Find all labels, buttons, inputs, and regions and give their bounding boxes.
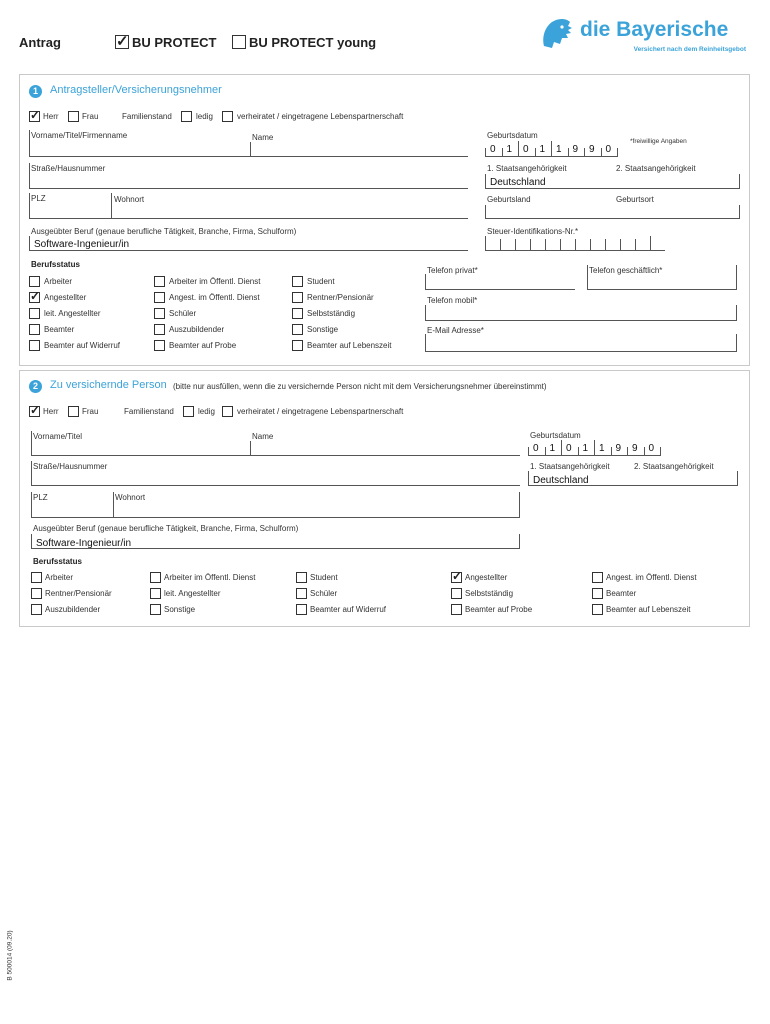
s1-status-checkbox[interactable]: [154, 308, 165, 319]
s2-status-label: Rentner/Pensionär: [45, 589, 112, 598]
s1-date-divider: [601, 148, 602, 157]
s1-geburtsland-field[interactable]: [485, 205, 614, 219]
s1-status-label: Auszubildender: [169, 325, 225, 334]
brand-name: die Bayerische: [580, 18, 729, 41]
s1-status-label: Schüler: [169, 309, 197, 318]
s2-frau-label: Frau: [82, 407, 99, 416]
s1-steuer-divider: [515, 239, 516, 251]
s2-berufsstatus-label: Berufsstatus: [33, 557, 82, 566]
s2-date-digit: 9: [615, 443, 622, 454]
antrag-title: Antrag: [19, 35, 61, 50]
s1-date-digit: 1: [506, 144, 513, 155]
s1-date-digit: 0: [523, 144, 529, 155]
bu-protect-young-checkbox[interactable]: [232, 35, 246, 49]
s1-vorname-label: Vorname/Titel/Firmenname: [31, 131, 128, 140]
section-2-subtitle: (bitte nur ausfüllen, wenn die zu versichernde Person nicht mit dem Versicherungsnehmer übereinstimmt): [173, 382, 547, 391]
s2-staats1-value: Deutschland: [533, 475, 589, 486]
s1-steuer-label: Steuer-Identifikations-Nr.*: [487, 227, 579, 236]
s2-date-divider: [561, 440, 562, 456]
s1-frau-checkbox[interactable]: [68, 111, 79, 122]
s1-familienstand-label: Familienstand: [122, 112, 172, 121]
s2-strasse-field[interactable]: [31, 461, 520, 486]
s2-status-label: Angest. im Öffentl. Dienst: [606, 573, 697, 582]
s2-ledig-checkbox[interactable]: [183, 406, 194, 417]
brand-tagline: Versichert nach dem Reinheitsgebot: [633, 46, 746, 53]
s2-staats1-label: 1. Staatsangehörigkeit: [530, 462, 610, 471]
s2-beruf-label: Ausgeübter Beruf (genaue berufliche Tätigkeit, Branche, Firma, Schulform): [33, 524, 299, 533]
s1-status-label: Angestellter: [44, 293, 87, 302]
s2-wohnort-label: Wohnort: [115, 493, 146, 502]
s1-date-divider: [568, 148, 569, 157]
s2-status-checkbox[interactable]: [451, 604, 462, 615]
s1-staats1-label: 1. Staatsangehörigkeit: [487, 164, 567, 173]
s2-date-digit: 1: [599, 443, 605, 454]
s1-herr-label: Herr: [43, 112, 59, 121]
s2-status-checkbox[interactable]: [296, 588, 307, 599]
s1-berufsstatus-label: Berufsstatus: [31, 260, 80, 269]
s1-status-checkbox[interactable]: [29, 276, 40, 287]
s1-staats1-value: Deutschland: [490, 177, 546, 188]
s1-status-checkbox[interactable]: [292, 340, 303, 351]
s1-telefon-privat-label: Telefon privat*: [427, 266, 478, 275]
s1-telefon-privat-field[interactable]: [425, 274, 575, 290]
s1-steuer-divider: [500, 239, 501, 251]
s2-plz-label: PLZ: [33, 493, 48, 502]
s2-verheiratet-label: verheiratet / eingetragene Lebenspartnerschaft: [237, 407, 404, 416]
s2-plz-field[interactable]: [31, 492, 113, 518]
brand-logo: [540, 16, 748, 58]
s2-status-label: leit. Angestellter: [164, 589, 221, 598]
s2-verheiratet-checkbox[interactable]: [222, 406, 233, 417]
s2-date-digit: 0: [566, 443, 572, 454]
s2-date-divider: [594, 440, 595, 456]
s2-date-divider: [627, 447, 628, 456]
s1-steuer-divider: [650, 236, 651, 251]
s2-geburtsdatum-label: Geburtsdatum: [530, 431, 581, 440]
s1-verheiratet-label: verheiratet / eingetragene Lebenspartnerschaft: [237, 112, 404, 121]
s2-status-checkbox[interactable]: [592, 604, 603, 615]
s1-date-divider: [518, 141, 519, 157]
s1-date-digit: 9: [572, 144, 579, 155]
s2-status-label: Auszubildender: [45, 605, 101, 614]
s2-status-checkbox[interactable]: [296, 572, 307, 583]
s2-status-checkbox[interactable]: [150, 572, 161, 583]
s2-status-checkbox[interactable]: [592, 588, 603, 599]
s1-status-checkbox[interactable]: [292, 308, 303, 319]
s1-telefon-mobil-field[interactable]: [425, 305, 737, 321]
s2-date-divider: [660, 447, 661, 456]
s1-steuer-divider: [575, 239, 576, 251]
s2-status-label: Sonstige: [164, 605, 196, 614]
s1-date-divider: [502, 148, 503, 157]
s2-status-label: Selbstständig: [465, 589, 514, 598]
s1-wohnort-field[interactable]: [111, 193, 468, 219]
s2-wohnort-field[interactable]: [113, 492, 520, 518]
s1-date-digit: 0: [490, 144, 496, 155]
s1-status-label: Beamter: [44, 325, 75, 334]
s1-status-checkbox[interactable]: [29, 308, 40, 319]
s1-strasse-field[interactable]: [29, 163, 468, 189]
s1-status-checkbox[interactable]: [154, 324, 165, 335]
s1-status-label: Beamter auf Widerruf: [44, 341, 121, 350]
s2-date-digit: 9: [632, 443, 638, 454]
s1-steuer-divider: [605, 239, 606, 251]
section-1-title: Antragsteller/Versicherungsnehmer: [50, 84, 222, 96]
s1-name-field[interactable]: [250, 142, 468, 157]
s2-status-checkbox[interactable]: [150, 588, 161, 599]
s2-status-checkbox[interactable]: [31, 572, 42, 583]
s2-status-checkbox[interactable]: [296, 604, 307, 615]
s1-status-label: Arbeiter: [44, 277, 73, 286]
s1-status-checkbox[interactable]: [292, 276, 303, 287]
bu-protect-label: BU PROTECT: [132, 35, 217, 50]
s1-date-divider: [584, 148, 585, 157]
s1-status-checkbox[interactable]: [154, 276, 165, 287]
section-1-number: 1: [29, 85, 42, 98]
s1-status-checkbox[interactable]: [292, 292, 303, 303]
s1-status-checkbox[interactable]: [154, 340, 165, 351]
s2-strasse-label: Straße/Hausnummer: [33, 462, 108, 471]
s1-email-field[interactable]: [425, 334, 737, 352]
s2-ledig-label: ledig: [198, 407, 215, 416]
s1-date-divider: [617, 148, 618, 157]
s1-status-label: Arbeiter im Öffentl. Dienst: [169, 277, 261, 286]
s1-status-label: Angest. im Öffentl. Dienst: [169, 293, 260, 302]
s1-vorname-field[interactable]: [29, 130, 251, 157]
s1-geburtsland-label: Geburtsland: [487, 195, 531, 204]
s2-status-label: Angestellter: [465, 573, 508, 582]
s1-staats2-label: 2. Staatsangehörigkeit: [616, 164, 696, 173]
s1-date-digit: 9: [589, 144, 595, 155]
s1-geburtsdatum-label: Geburtsdatum: [487, 131, 538, 140]
s2-status-checkbox[interactable]: [150, 604, 161, 615]
s1-steuer-divider: [545, 239, 546, 251]
s2-familienstand-label: Familienstand: [124, 407, 174, 416]
s1-status-label: Student: [307, 277, 335, 286]
s1-wohnort-label: Wohnort: [114, 195, 145, 204]
s2-frau-checkbox[interactable]: [68, 406, 79, 417]
s2-name-field[interactable]: [250, 441, 520, 456]
s1-verheiratet-checkbox[interactable]: [222, 111, 233, 122]
s1-frau-label: Frau: [82, 112, 99, 121]
s1-beruf-label: Ausgeübter Beruf (genaue berufliche Tätigkeit, Branche, Firma, Schulform): [31, 227, 297, 236]
s1-date-digit: 0: [605, 144, 612, 155]
s1-date-divider: [485, 148, 486, 157]
s2-status-checkbox[interactable]: [31, 588, 42, 599]
s1-status-checkbox[interactable]: [29, 324, 40, 335]
section-2-title: Zu versichernde Person: [50, 379, 167, 391]
s2-vorname-label: Vorname/Titel: [33, 432, 83, 441]
bu-protect-checkbox[interactable]: [115, 35, 129, 49]
s1-date-divider: [551, 141, 552, 157]
s2-status-checkbox[interactable]: [31, 604, 42, 615]
s1-steuer-divider: [620, 239, 621, 251]
s2-staats2-field[interactable]: [633, 471, 738, 486]
s1-status-label: Beamter auf Lebenszeit: [307, 341, 392, 350]
s2-beruf-value: Software-Ingenieur/in: [36, 538, 132, 549]
bu-protect-young-label: BU PROTECT young: [249, 35, 377, 50]
s1-status-label: Rentner/Pensionär: [307, 293, 374, 302]
s2-status-checkbox[interactable]: [451, 588, 462, 599]
s2-name-label: Name: [252, 432, 274, 441]
s1-name-label: Name: [252, 133, 274, 142]
s1-telefon-geschaeftlich-label: Telefon geschäftlich*: [589, 266, 663, 275]
s1-staats2-field[interactable]: [614, 174, 740, 189]
s2-date-digit: 1: [582, 443, 589, 454]
s2-date-divider: [578, 447, 579, 456]
s2-date-divider: [528, 447, 529, 456]
s2-status-label: Arbeiter im Öffentl. Dienst: [164, 573, 256, 582]
s1-geburtsort-label: Geburtsort: [616, 195, 654, 204]
s1-status-checkbox[interactable]: [154, 292, 165, 303]
s1-status-checkbox[interactable]: [29, 292, 40, 303]
s2-date-digit: 1: [549, 443, 556, 454]
s1-freiwillig-note: *freiwillige Angaben: [630, 138, 687, 145]
s1-plz-field[interactable]: [29, 193, 111, 219]
s1-status-label: leit. Angestellter: [44, 309, 101, 318]
section-2-number: 2: [29, 380, 42, 393]
s2-herr-label: Herr: [43, 407, 59, 416]
s1-steuer-divider: [635, 239, 636, 251]
s2-staats2-label: 2. Staatsangehörigkeit: [634, 462, 714, 471]
s2-status-label: Beamter auf Probe: [465, 605, 533, 614]
s1-beruf-value: Software-Ingenieur/in: [34, 239, 130, 250]
s1-telefon-geschaeftlich-field[interactable]: [587, 265, 737, 290]
s2-status-label: Beamter auf Widerruf: [310, 605, 387, 614]
s1-date-digit: 1: [539, 144, 546, 155]
s1-telefon-mobil-label: Telefon mobil*: [427, 296, 478, 305]
s2-date-divider: [644, 447, 645, 456]
lion-icon: [540, 16, 576, 54]
form-code: B 500014 (09.20): [6, 930, 14, 981]
s1-strasse-label: Straße/Hausnummer: [31, 164, 106, 173]
s1-ledig-label: ledig: [196, 112, 213, 121]
s1-status-label: Sonstige: [307, 325, 339, 334]
s1-status-label: Selbstständig: [307, 309, 356, 318]
s2-vorname-field[interactable]: [31, 431, 251, 456]
s2-date-divider: [545, 447, 546, 456]
s1-date-digit: 1: [556, 144, 562, 155]
s2-status-label: Beamter: [606, 589, 637, 598]
s1-ledig-checkbox[interactable]: [181, 111, 192, 122]
s1-herr-checkbox[interactable]: [29, 111, 40, 122]
s2-herr-checkbox[interactable]: [29, 406, 40, 417]
s1-steuer-divider: [590, 239, 591, 251]
s1-steuer-divider: [560, 239, 561, 251]
s2-status-checkbox[interactable]: [592, 572, 603, 583]
s2-status-checkbox[interactable]: [451, 572, 462, 583]
s1-date-divider: [535, 148, 536, 157]
s1-geburtsort-field[interactable]: [614, 205, 740, 219]
s1-status-checkbox[interactable]: [292, 324, 303, 335]
s2-date-digit: 0: [533, 443, 539, 454]
s1-plz-label: PLZ: [31, 194, 46, 203]
s1-email-label: E-Mail Adresse*: [427, 326, 484, 335]
s2-date-digit: 0: [648, 443, 655, 454]
s2-status-label: Arbeiter: [45, 573, 74, 582]
s2-status-label: Student: [310, 573, 338, 582]
s1-status-checkbox[interactable]: [29, 340, 40, 351]
s1-steuer-divider: [485, 236, 486, 251]
s2-date-divider: [611, 447, 612, 456]
s1-status-label: Beamter auf Probe: [169, 341, 237, 350]
s2-status-label: Beamter auf Lebenszeit: [606, 605, 691, 614]
s1-steuer-divider: [530, 239, 531, 251]
s2-status-label: Schüler: [310, 589, 338, 598]
